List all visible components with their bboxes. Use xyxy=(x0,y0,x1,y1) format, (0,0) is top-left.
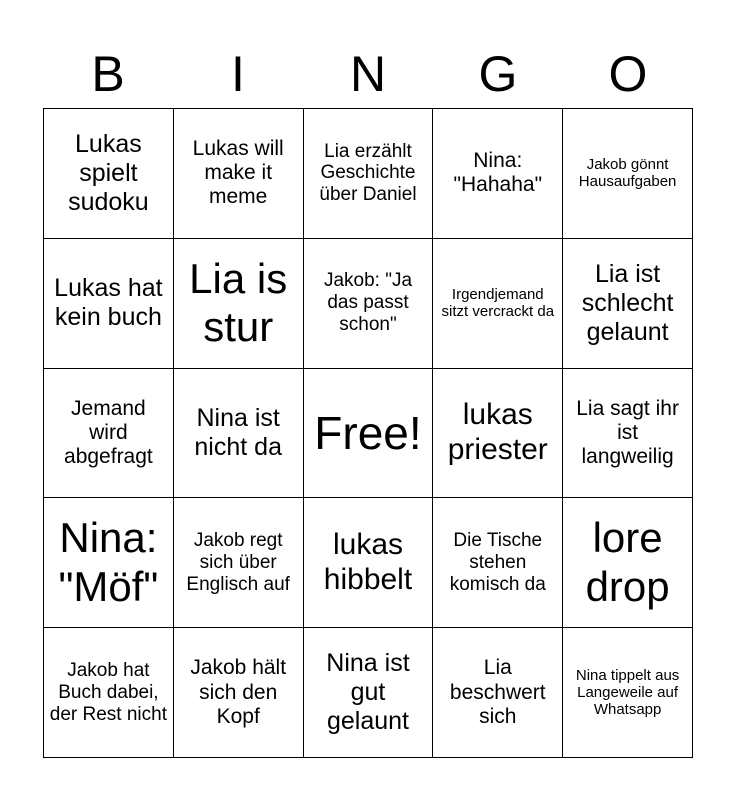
cell-text: Lia beschwert sich xyxy=(449,656,546,728)
cell-text: Nina ist nicht da xyxy=(194,404,282,461)
bingo-cell-r5c1[interactable] xyxy=(44,628,174,758)
bingo-cell-r5c2[interactable] xyxy=(174,628,304,758)
cell-text: lukas hibbelt xyxy=(323,528,413,596)
header-letter-o: O xyxy=(608,46,648,102)
cell-text: Nina ist gut gelaunt xyxy=(326,649,410,735)
bingo-cell-r5c5[interactable] xyxy=(563,628,693,758)
cell-text: Jakob regt sich über Englisch auf xyxy=(186,530,290,595)
cell-text: lukas priester xyxy=(447,398,548,466)
bingo-cell-r5c3[interactable] xyxy=(304,628,434,758)
bingo-board xyxy=(43,108,693,758)
cell-text: Lia is stur xyxy=(189,254,288,351)
bingo-cell-r1c4[interactable] xyxy=(433,109,563,239)
cell-text: Nina tippelt aus Langeweile auf Whatsapp xyxy=(575,666,680,719)
bingo-cell-r4c1[interactable] xyxy=(44,498,174,628)
bingo-cell-r1c3[interactable] xyxy=(304,109,434,239)
bingo-cell-r2c4[interactable] xyxy=(433,239,563,369)
cell-text: Free! xyxy=(314,406,422,459)
bingo-cell-r1c2[interactable] xyxy=(174,109,304,239)
bingo-cell-r3c3[interactable] xyxy=(304,369,434,499)
cell-text: Jakob hält sich den Kopf xyxy=(190,656,287,728)
bingo-cell-r4c4[interactable] xyxy=(433,498,563,628)
bingo-cell-r3c4[interactable] xyxy=(433,369,563,499)
cell-text: Lia sagt ihr ist langweilig xyxy=(576,396,679,469)
cell-text: Die Tische stehen komisch da xyxy=(449,530,546,595)
cell-text: Jemand wird abgefragt xyxy=(64,396,153,469)
cell-text: Lia erzählt Geschichte über Daniel xyxy=(319,140,417,206)
cell-text: Nina: "Hahaha" xyxy=(453,149,543,197)
cell-text: Irgendjemand sitzt vercrackt da xyxy=(441,285,555,321)
header-letter-b: B xyxy=(91,46,125,102)
bingo-cell-r3c1[interactable] xyxy=(44,369,174,499)
cell-text: Jakob gönnt Hausaufgaben xyxy=(578,156,677,191)
cell-text: lore drop xyxy=(585,514,670,610)
bingo-cell-r4c2[interactable] xyxy=(174,498,304,628)
cell-text: Lia ist schlecht gelaunt xyxy=(581,260,674,346)
bingo-header xyxy=(43,40,693,108)
bingo-cell-r1c1[interactable] xyxy=(44,109,174,239)
cell-text: Lukas hat kein buch xyxy=(54,274,163,332)
cell-text: Jakob hat Buch dabei, der Rest nicht xyxy=(49,659,168,725)
cell-text: Nina: "Möf" xyxy=(58,514,159,610)
bingo-cell-r2c3[interactable] xyxy=(304,239,434,369)
bingo-cell-r3c5[interactable] xyxy=(563,369,693,499)
bingo-cell-r2c2[interactable] xyxy=(174,239,304,369)
cell-text: Jakob: "Ja das passt schon" xyxy=(323,270,413,336)
bingo-cell-r4c3[interactable] xyxy=(304,498,434,628)
header-letter-i: I xyxy=(231,46,245,102)
bingo-cell-r1c5[interactable] xyxy=(563,109,693,239)
header-letter-n: N xyxy=(349,46,387,102)
cell-text: Lukas spielt sudoku xyxy=(68,130,149,216)
header-letter-g: G xyxy=(478,46,518,102)
bingo-cell-r4c5[interactable] xyxy=(563,498,693,628)
bingo-cell-r2c1[interactable] xyxy=(44,239,174,369)
bingo-cell-r5c4[interactable] xyxy=(433,628,563,758)
bingo-cell-r2c5[interactable] xyxy=(563,239,693,369)
cell-text: Lukas will make it meme xyxy=(192,137,284,209)
bingo-cell-r3c2[interactable] xyxy=(174,369,304,499)
